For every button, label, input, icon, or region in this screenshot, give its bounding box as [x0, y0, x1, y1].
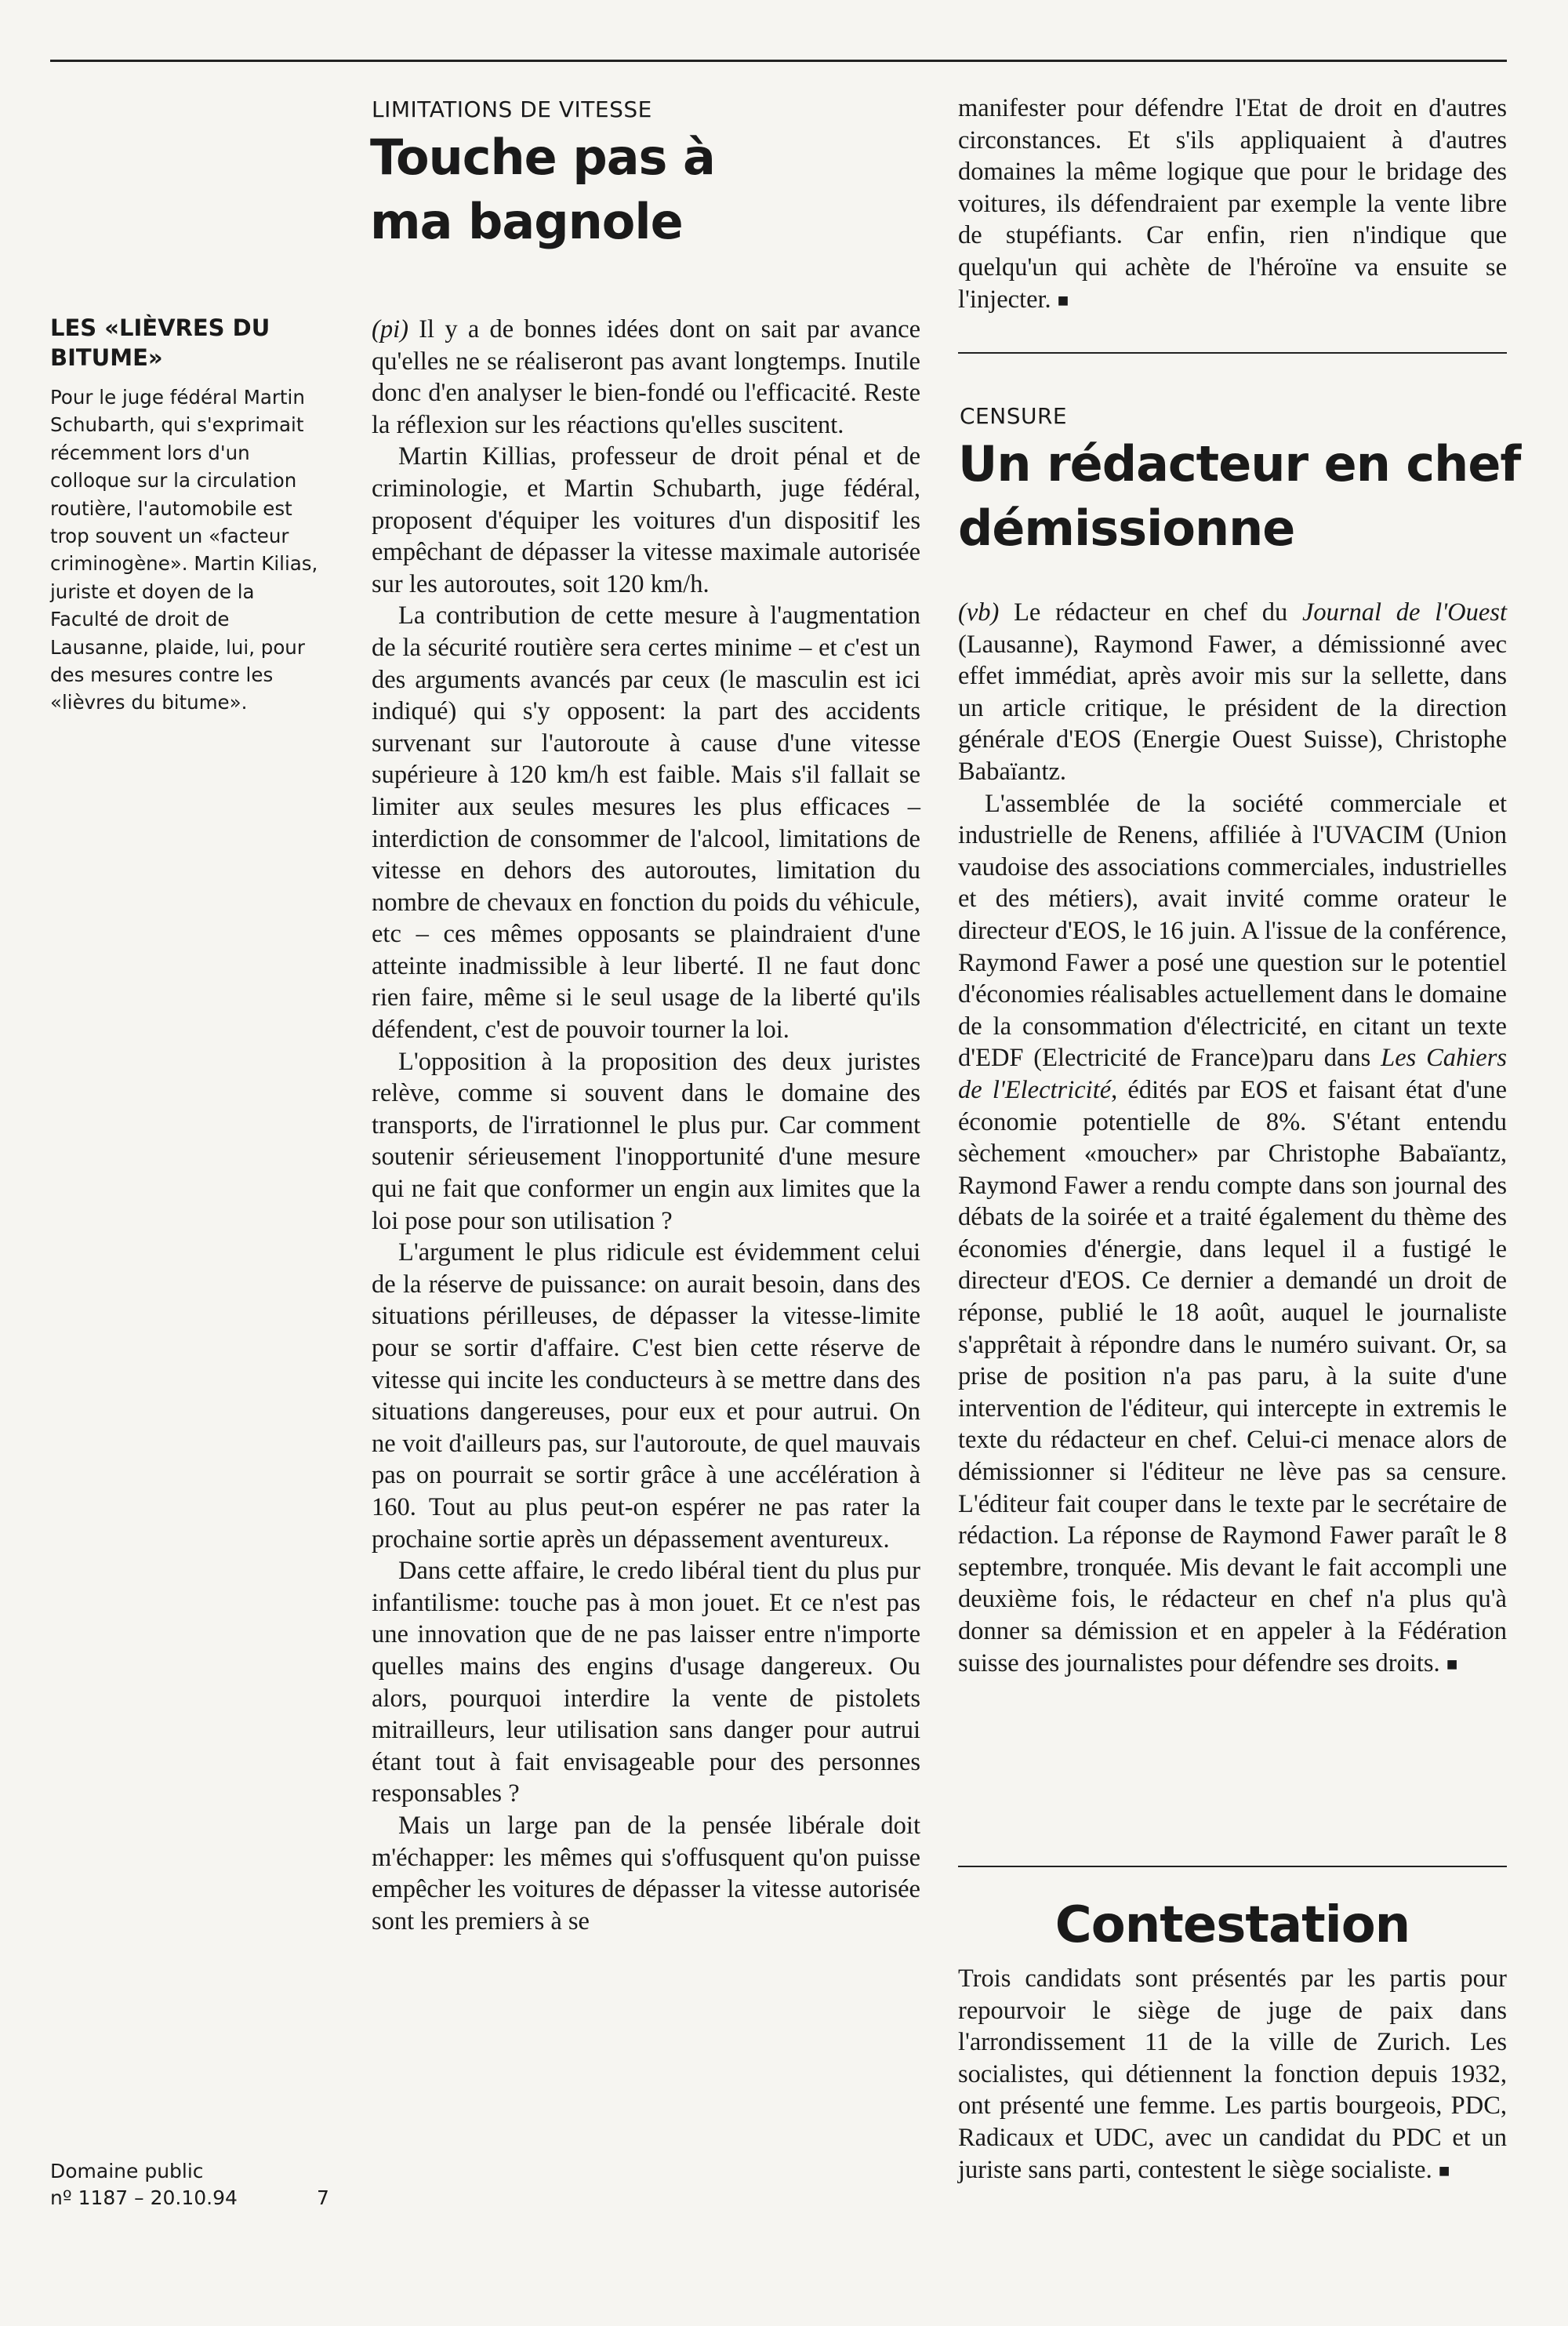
sidebar-text: Pour le juge fédéral Martin Schubarth, qui s'exprimait récemment lors d'un colloque sur la circulation routière, l'automobile est trop souvent un «facteur criminogène». Martin Kilias, juriste et doyen de la Faculté de droit de Lausanne, plaide, lui, pour des mesures contre les «lièvres du bitume».: [50, 386, 318, 714]
section-divider: [958, 352, 1507, 354]
article3-title: Contestation: [1054, 1896, 1410, 1954]
article1-paragraph: L'argument le plus ridicule est évidemment celui de la réserve de puissance: on aurait besoin, dans des situations périlleuses, de dépasser la vitesse-limite pour se sortir d'affaire. C'est bien cette réserve de vitesse qui incite les conducteurs à se mettre dans des situations dangereuses, pour eux et pour autrui. On ne voit d'ailleurs pas, sur l'autoroute, de quel mauvais pas on pourrait se sortir grâce à une accélération à 160. Tout au plus peut-on espérer ne pas rater la prochaine sortie après un dépassement aventureux.: [372, 1238, 920, 1554]
article1-continuation: [958, 93, 1507, 317]
article1-paragraph: L'opposition à la proposition des deux juristes relève, comme si souvent dans le domaine des transports, de l'irrationnel le plus pur. Car comment soutenir sérieusement l'inopportunité d'une mesure qui ne fait que conformer un engin aux limites que la loi pose pour son utilisation ?: [372, 1047, 920, 1235]
article1-title: [370, 125, 919, 254]
article1-paragraph: Martin Killias, professeur de droit pénal et de criminologie, et Martin Schubarth, juge fédéral, proposent d'équiper les voitures d'un dispositif les empêchant de dépasser la vitesse maximale autorisée sur les autoroutes, soit 120 km/h.: [372, 442, 920, 598]
end-mark: ■: [1057, 290, 1069, 311]
article2-title: [958, 432, 1523, 561]
article3-text: Trois candidats sont présentés par les partis pour repourvoir le siège de juge de paix dans l'arrondissement 11 de la ville de Zurich. Les socialistes, qui détiennent la fonction depuis 1932, ont présenté une femme. Les partis bourgeois, PDC, Radicaux et UDC, avec un candidat du PDC et un juriste sans parti, contestent le siège socialiste.: [958, 1964, 1507, 2184]
article2-paragraph: (vb) Le rédacteur en chef du Journal de l'Ouest (Lausanne), Raymond Fawer, a démissionné avec effet immédiat, après avoir mis sur la sellette, dans un article critique, le président de la direction générale d'EOS (Energie Ouest Suisse), Christophe Babaïantz.: [958, 598, 1508, 786]
article1-kicker: LIMITATIONS DE VITESSE: [372, 96, 652, 122]
top-rule: [50, 60, 1507, 62]
footer-issue: nº 1187 – 20.10.94: [50, 2186, 238, 2209]
article2-paragraph: L'assemblée de la société commerciale et industrielle de Renens, affiliée à l'UVACIM (Union vaudoise des associations commerciales, industrielles et des métiers), avait invité comme orateur le directeur d'EOS, le 16 juin. A l'issue de la conférence, Raymond Fawer a posé une question sur le potentiel d'économies réalisables actuellement dans le domaine de la consommation d'électricité, en citant un texte d'EDF (Electricité de France)paru dans Les Cahiers de l'Electricité, édités par EOS et faisant état d'une économie potentielle de 8%. S'étant entendu sèchement «moucher» par Christophe Babaïantz, Raymond Fawer a rendu compte dans son journal des débats de la soirée et a traité également du thème des économies d'énergie, dans lequel il a fustigé le directeur d'EOS. Ce dernier a demandé un droit de réponse, publié le 18 août, auquel le journaliste s'apprêtait à répondre dans le numéro suivant. Or, sa prise de position n'a pas paru, à la suite d'une intervention de l'éditeur, qui intercepte in extremis le texte du rédacteur en chef. Celui-ci menace alors de démissionner si l'éditeur ne lève pas sa censure. L'éditeur fait couper dans le texte par le secrétaire de rédaction. La réponse de Raymond Fawer paraît le 8 septembre, tronquée. Mis devant le fait accompli une deuxième fois, le rédacteur en chef n'a plus qu'à donner sa démission et en appeler à la Fédération suisse des journalistes pour défendre ses droits. ■: [958, 789, 1508, 1677]
section-divider: [958, 1866, 1507, 1867]
article2-author-tag: (vb): [958, 598, 1000, 627]
article3-body: [958, 1963, 1507, 2187]
article2-title-line1: Un rédacteur en chef: [958, 435, 1521, 492]
article1-title-line2: ma bagnole: [370, 193, 683, 250]
article1-title-line1: Touche pas à: [370, 129, 715, 186]
sidebar-title: LES «LIÈVRES DU BITUME»: [50, 314, 270, 371]
publication-title: Les Cahiers de l'Electricité: [958, 1044, 1508, 1104]
footer-publication: Domaine public: [50, 2160, 204, 2182]
footer-page-number: 7: [317, 2186, 329, 2209]
article2-kicker: CENSURE: [960, 403, 1068, 429]
article1-continuation-text: manifester pour défendre l'Etat de droit en d'autres circonstances. Et s'ils appliquaient à d'autres domaines la même logique que pour le bridage des voitures, ils défendraient par exemple la vente libre de stupéfiants. Car enfin, rien n'indique que quelqu'un qui achète de l'héroïne va ensuite se l'injecter.: [958, 94, 1507, 314]
article1-paragraph: Dans cette affaire, le credo libéral tient du plus pur infantilisme: touche pas à mon jouet. Et ce n'est pas une innovation que de ne pas laisser entre n'importe quelles mains des engins d'usage dangereux. Ou alors, pourquoi interdire la vente de pistolets mitrailleurs, leur utilisation sans danger pour autrui étant tout à fait envisageable pour des personnes responsables ?: [372, 1557, 920, 1808]
article1-paragraph: Mais un large pan de la pensée libérale doit m'échapper: les mêmes qui s'offusquent qu'on puisse empêcher les voitures de dépasser la vitesse autorisée sont les premiers à se: [372, 1811, 920, 1935]
article1-author-tag: (pi): [372, 315, 408, 343]
article1-body: [372, 314, 920, 1937]
journal-title: Journal de l'Ouest: [1301, 598, 1508, 627]
article1-paragraph: (pi) Il y a de bonnes idées dont on sait par avance qu'elles ne se réaliseront pas avant longtemps. Inutile donc d'en analyser le bien-fondé ou l'efficacité. Reste la réflexion sur les réactions qu'elles suscitent.: [372, 315, 920, 439]
end-mark: ■: [1446, 1654, 1458, 1675]
article2-title-line2: démissionne: [958, 500, 1295, 557]
end-mark: ■: [1438, 2161, 1450, 2182]
article2-body: [958, 597, 1507, 1681]
article1-paragraph: La contribution de cette mesure à l'augmentation de la sécurité routière sera certes minime – et c'est un des arguments avancés par ceux (le masculin est ici indiqué) qui s'y opposent: la part des accidents survenant sur l'autoroute à cause d'une vitesse supérieure à 120 km/h est faible. Mais s'il fallait se limiter aux seules mesures les plus efficaces – interdiction de consommer de l'alcool, limitations de vitesse en dehors des autoroutes, limitation du nombre de chevaux en fonction du poids du véhicule, etc – ces mêmes opposants se plaindraient d'une atteinte inadmissible à leur liberté. Il ne faut donc rien faire, même si le seul usage de la liberté qu'ils défendent, c'est de pouvoir tourner la loi.: [372, 601, 920, 1045]
